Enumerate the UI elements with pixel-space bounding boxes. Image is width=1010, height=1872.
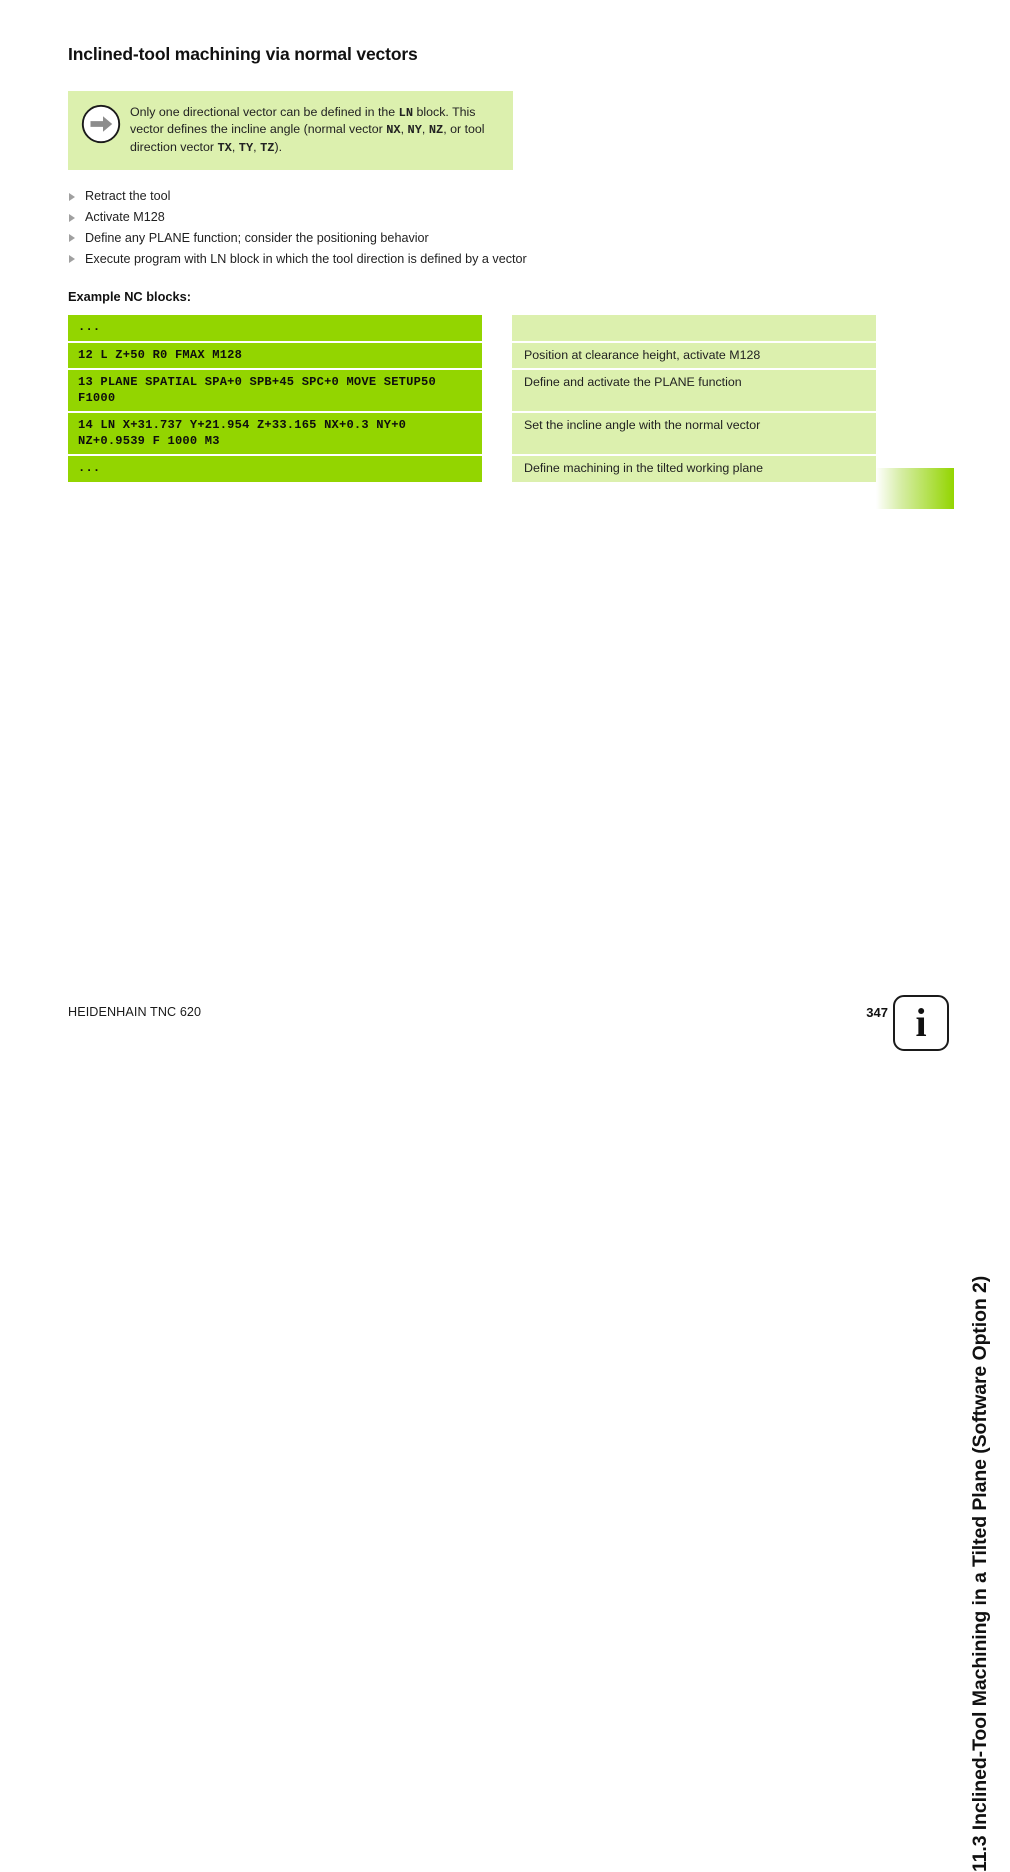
note-text-part-3: , or tool direction vector (130, 122, 485, 154)
nc-description-cell: Define machining in the tilted working plane (512, 456, 876, 484)
note-text-part-1: Only one directional vector can be defined in the (130, 105, 399, 119)
running-chapter-title: 11.3 Inclined-Tool Machining in a Tilted Plane (Software Option 2) (969, 1275, 991, 1872)
nc-description-cell: Define and activate the PLANE function (512, 370, 876, 413)
list-item (68, 230, 876, 246)
triangle-bullet-icon (69, 193, 75, 201)
chapter-tab-marker (876, 468, 954, 509)
table-row (68, 343, 876, 371)
footer-product-name: HEIDENHAIN TNC 620 (68, 1005, 202, 1019)
info-icon (893, 995, 949, 1051)
list-item-label: Activate M128 (85, 210, 165, 225)
note-code-ln: LN (398, 106, 414, 120)
example-nc-blocks-label: Example NC blocks: (68, 288, 192, 304)
table-row (68, 315, 876, 343)
list-item-label: Retract the tool (85, 189, 171, 204)
page-footer (68, 999, 954, 1091)
note-text-end: ). (274, 139, 283, 154)
page-number: 347 (866, 1005, 888, 1020)
table-row (68, 456, 876, 484)
triangle-bullet-icon (69, 214, 75, 222)
note-code-tz: TZ (260, 140, 275, 155)
nc-description-cell (512, 315, 876, 343)
main-content (68, 44, 876, 484)
list-item-label: Define any PLANE function; consider the positioning behavior (85, 230, 429, 245)
arrow-right-circle-icon (81, 104, 121, 144)
triangle-bullet-icon (69, 255, 75, 263)
nc-code-cell: 12 L Z+50 R0 FMAX M128 (68, 343, 512, 371)
table-row (68, 413, 876, 456)
note-code-tx: TX (217, 140, 232, 155)
table-row (68, 370, 876, 413)
nc-blocks-table (68, 315, 876, 484)
list-item-label: Execute program with LN block in which the tool direction is defined by a vector (85, 251, 527, 266)
note-sep-2: , (421, 122, 429, 137)
nc-code-cell: ... (68, 456, 512, 484)
note-code-ny: NY (407, 123, 422, 138)
page-title: Inclined-tool machining via normal vectors (68, 44, 418, 64)
note-box (68, 91, 513, 170)
procedure-list (68, 188, 876, 267)
note-sep-4: , (253, 139, 261, 154)
list-item (68, 209, 876, 225)
note-code-nx: NX (386, 123, 401, 138)
nc-code-cell: ... (68, 315, 512, 343)
nc-description-cell: Position at clearance height, activate M128 (512, 343, 876, 371)
triangle-bullet-icon (69, 234, 75, 242)
note-sep-3: , (231, 139, 239, 154)
list-item (68, 188, 876, 204)
nc-description-cell: Set the incline angle with the normal vector (512, 413, 876, 456)
nc-code-cell: 14 LN X+31.737 Y+21.954 Z+33.165 NX+0.3 NY+0 NZ+0.9539 F 1000 M3 (68, 413, 512, 456)
list-item (68, 251, 876, 267)
note-code-nz: NZ (428, 123, 444, 138)
nc-code-cell: 13 PLANE SPATIAL SPA+0 SPB+45 SPC+0 MOVE SETUP50 F1000 (68, 370, 512, 413)
note-sep-1: , (400, 122, 408, 137)
info-icon-glyph: i (915, 1000, 927, 1045)
note-code-ty: TY (238, 140, 254, 155)
note-text-part-2: block. This vector defines the incline angle (normal vector (130, 105, 476, 137)
note-text (130, 104, 499, 156)
